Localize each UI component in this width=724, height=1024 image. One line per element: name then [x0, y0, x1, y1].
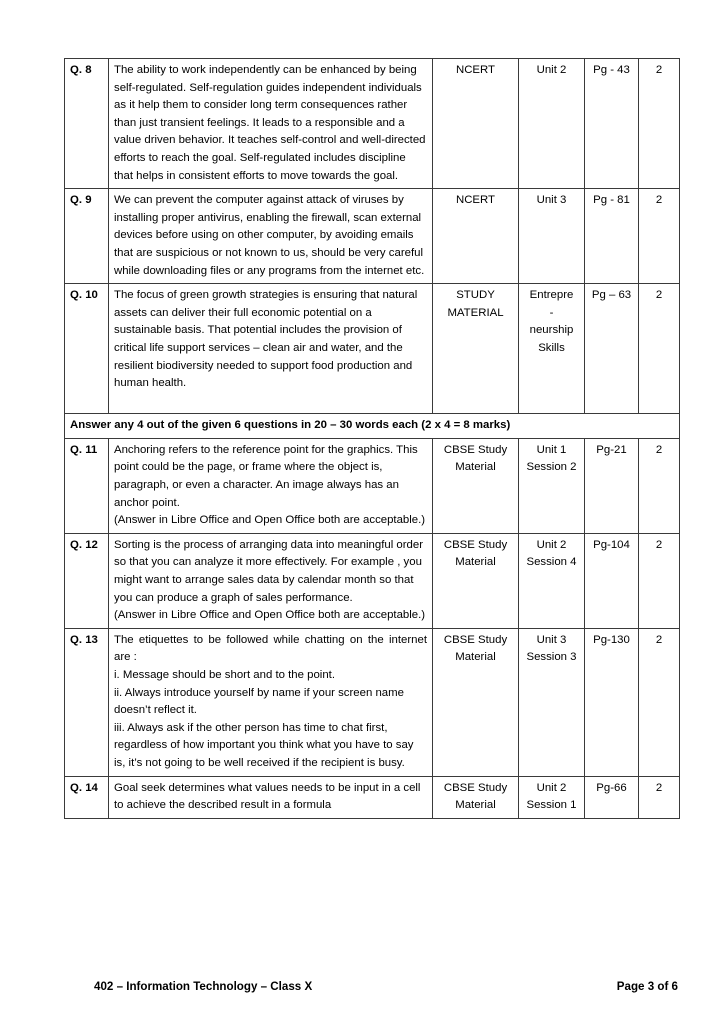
- unit-cell: [519, 284, 585, 414]
- unit-line: Session 1: [526, 799, 577, 812]
- answer-text: [109, 59, 433, 189]
- footer-subject: 402 – Information Technology – Class X: [94, 980, 313, 993]
- answer-paragraph: The focus of green growth strategies is ensuring that natural assets can deliver their full economic potential on a sustainable basis. That potential includes the provision of critical life support services – clean air and water, and the resilient biodiversity needed to support food production and human health.: [114, 289, 418, 390]
- question-number: Q. 12: [65, 533, 109, 628]
- marks-cell: 2: [639, 533, 680, 628]
- source-cell: CBSE Study Material: [433, 628, 519, 776]
- unit-line: Unit 2: [536, 781, 567, 794]
- answer-text: [109, 533, 433, 628]
- unit-cell: [519, 776, 585, 818]
- table-row: [65, 189, 680, 284]
- section-instruction: Answer any 4 out of the given 6 questions in 20 – 30 words each (2 x 4 = 8 marks): [65, 414, 680, 439]
- answer-paragraph: i. Message should be short and to the point.: [114, 669, 335, 681]
- answer-paragraph: The etiquettes to be followed while chatting on the internet are :: [114, 633, 427, 664]
- unit-line: -: [549, 306, 554, 319]
- answer-key-table: [64, 58, 680, 819]
- table-row: [65, 59, 680, 189]
- question-number: Q. 9: [65, 189, 109, 284]
- table-row: [65, 533, 680, 628]
- answer-text: [109, 776, 433, 818]
- marks-cell: 2: [639, 284, 680, 414]
- unit-cell: [519, 628, 585, 776]
- answer-paragraph: ii. Always introduce yourself by name if your screen name doesn’t reflect it.: [114, 686, 404, 717]
- answer-text: [109, 628, 433, 776]
- table-row: [65, 776, 680, 818]
- page-cell: Pg-66: [585, 776, 639, 818]
- unit-cell: [519, 533, 585, 628]
- answer-paragraph: Anchoring refers to the reference point for the graphics. This point could be the page, or frame where the object is, paragraph, or even a character. An image always has an anchor point.: [114, 443, 418, 509]
- answer-paragraph: (Answer in Libre Office and Open Office both are acceptable.): [114, 514, 426, 527]
- table-row: [65, 438, 680, 533]
- answer-paragraph: Goal seek determines what values needs to be input in a cell to achieve the described result in a formula: [114, 781, 421, 812]
- unit-line: Session 3: [526, 651, 577, 664]
- unit-line: Unit 2: [536, 538, 567, 551]
- answer-text: [109, 189, 433, 284]
- section-header-row: [65, 414, 680, 439]
- page-cell: Pg-21: [585, 438, 639, 533]
- table-row: [65, 628, 680, 776]
- marks-cell: 2: [639, 59, 680, 189]
- marks-cell: 2: [639, 438, 680, 533]
- answer-paragraph: The ability to work independently can be enhanced by being self-regulated. Self-regulation guides independent individuals as it help them to consider long term consequences rather than just transient feelings. It leads to a responsible and a value driven behavior. It teaches self-control and well-directed efforts to reach the goal. Self-regulated includes discipline that helps in consistent efforts to move towards the goal.: [114, 64, 426, 182]
- marks-cell: 2: [639, 776, 680, 818]
- question-number: Q. 10: [65, 284, 109, 414]
- page-cell: Pg - 43: [585, 59, 639, 189]
- answer-paragraph: Sorting is the process of arranging data into meaningful order so that you can analyze it more effectively. For example , you might want to arrange sales data by calendar month so that you can produce a graph of sales performance.: [114, 538, 423, 604]
- unit-line: Session 4: [526, 556, 577, 569]
- answer-paragraph: iii. Always ask if the other person has time to chat first, regardless of how important you think what you have to say is, it’s not going to be well received if the recipient is busy.: [114, 721, 414, 769]
- spacer: [114, 393, 427, 411]
- unit-cell: [519, 438, 585, 533]
- page-cell: Pg-104: [585, 533, 639, 628]
- answer-paragraph: (Answer in Libre Office and Open Office both are acceptable.): [114, 609, 426, 622]
- source-cell: CBSE Study Material: [433, 438, 519, 533]
- unit-cell: Unit 3: [519, 189, 585, 284]
- unit-line: Skills: [538, 341, 565, 354]
- table-row: [65, 284, 680, 414]
- page-cell: Pg - 81: [585, 189, 639, 284]
- question-number: Q. 14: [65, 776, 109, 818]
- question-number: Q. 13: [65, 628, 109, 776]
- question-number: Q. 8: [65, 59, 109, 189]
- page-cell: Pg – 63: [585, 284, 639, 414]
- page-footer: [0, 980, 724, 1000]
- source-cell: NCERT: [433, 59, 519, 189]
- question-number: Q. 11: [65, 438, 109, 533]
- source-cell: CBSE Study Material: [433, 776, 519, 818]
- answer-paragraph: We can prevent the computer against attack of viruses by installing proper antivirus, enabling the firewall, scan external devices before using on other computer, by avoiding emails that are suspicious or not known to us, should be very careful while downloading files or any programs from the internet etc.: [114, 194, 425, 277]
- source-cell: CBSE Study Material: [433, 533, 519, 628]
- page-cell: Pg-130: [585, 628, 639, 776]
- source-cell: STUDY MATERIAL: [433, 284, 519, 414]
- footer-page-number: Page 3 of 6: [616, 980, 678, 993]
- source-cell: NCERT: [433, 189, 519, 284]
- answer-text: [109, 284, 433, 414]
- unit-line: Entrepre: [529, 289, 574, 302]
- unit-line: neurship: [529, 324, 574, 337]
- marks-cell: 2: [639, 628, 680, 776]
- marks-cell: 2: [639, 189, 680, 284]
- unit-line: Session 2: [526, 461, 577, 474]
- unit-line: Unit 1: [536, 443, 567, 456]
- unit-cell: Unit 2: [519, 59, 585, 189]
- answer-text: [109, 438, 433, 533]
- unit-line: Unit 3: [536, 633, 567, 646]
